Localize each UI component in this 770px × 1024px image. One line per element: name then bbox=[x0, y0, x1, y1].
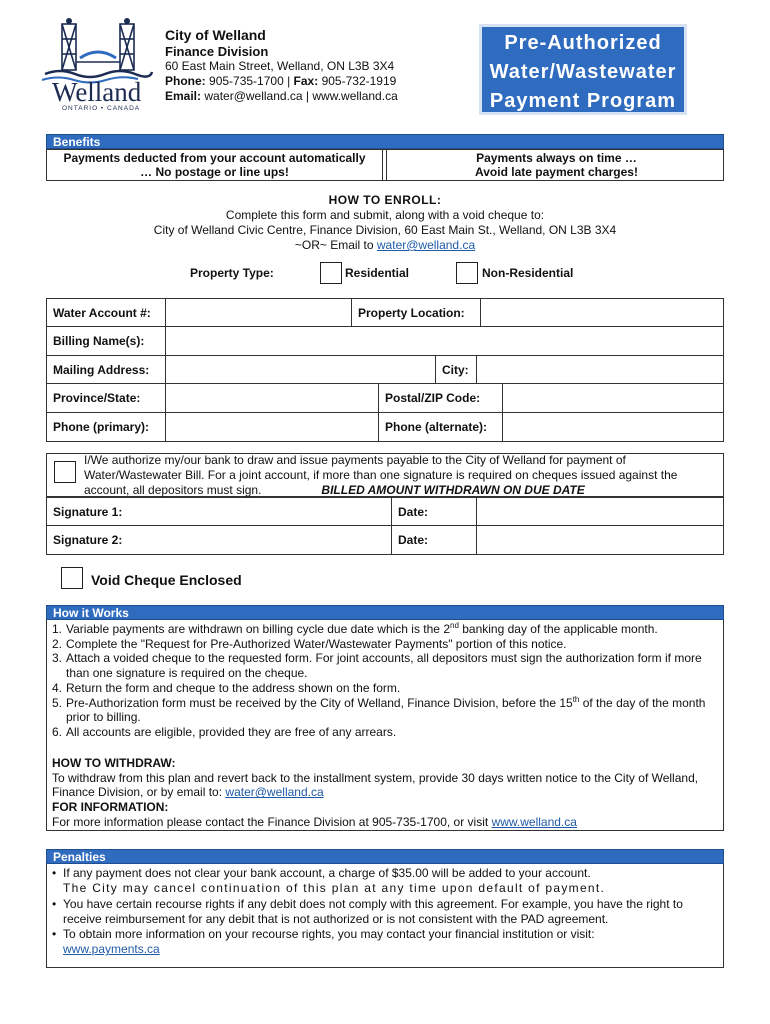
mailing-address-label: Mailing Address: bbox=[46, 355, 166, 384]
void-cheque-label: Void Cheque Enclosed bbox=[91, 572, 242, 588]
city-logo bbox=[40, 16, 155, 111]
city-label: City: bbox=[435, 355, 477, 384]
billing-names-label: Billing Name(s): bbox=[46, 326, 166, 356]
signature-2-label: Signature 2: bbox=[46, 525, 392, 555]
svg-text:ONTARIO • CANADA: ONTARIO • CANADA bbox=[62, 105, 141, 111]
bridge-logo-icon bbox=[40, 16, 155, 111]
void-cheque-checkbox[interactable] bbox=[61, 567, 83, 589]
list-item: • You have certain recourse rights if any debit does not comply with this agreement. For example, you have the right to receive reimbursement for any debit that is not authorized or is not consistent with the PAD agreement. bbox=[52, 896, 683, 926]
mailing-address-input[interactable] bbox=[165, 355, 436, 384]
property-location-input[interactable] bbox=[480, 298, 724, 327]
authorization-checkbox[interactable] bbox=[54, 461, 76, 483]
property-location-label: Property Location: bbox=[351, 298, 481, 327]
province-label: Province/State: bbox=[46, 383, 166, 413]
enroll-email-link[interactable]: water@welland.ca bbox=[376, 238, 476, 252]
non-residential-checkbox[interactable] bbox=[456, 262, 478, 284]
phone-line: Phone: 905-735-1700 | Fax: 905-732-1919 bbox=[165, 74, 397, 88]
billed-amount-note: BILLED AMOUNT WITHDRAWN ON DUE DATE bbox=[321, 483, 585, 497]
payments-link[interactable]: www.payments.ca bbox=[63, 942, 160, 957]
list-item: • If any payment does not clear your bank account, a charge of $35.00 will be added to your account. The City may cancel continuation of this plan at any time upon default of payment. bbox=[52, 866, 606, 896]
water-account-label: Water Account #: bbox=[46, 298, 166, 327]
list-item: • To obtain more information on your recourse rights, you may contact your financial institution or visit: www.payments.ca bbox=[52, 927, 595, 957]
address: 60 East Main Street, Welland, ON L3B 3X4 bbox=[165, 59, 395, 73]
province-input[interactable] bbox=[165, 383, 379, 413]
authorization-text: I/We authorize my/our bank to draw and issue payments payable to the City of Welland for payment of Water/Wastewater Bill. For a joint account, if more than one signature is required on cheques issued against the account, all depositors must sign. BILLED AMOUNT WITHDRAWN ON DUE DATE bbox=[84, 453, 678, 497]
list-item: 5. Pre-Authorization form must be received by the City of Welland, Finance Division, before the 15th of the day of the month prior to billing. bbox=[52, 694, 706, 725]
withdraw-heading: HOW TO WITHDRAW: bbox=[52, 756, 176, 770]
date-1-input[interactable] bbox=[476, 497, 724, 526]
city-input[interactable] bbox=[476, 355, 724, 384]
water-account-input[interactable] bbox=[165, 298, 352, 327]
phone-alternate-label: Phone (alternate): bbox=[378, 412, 503, 442]
penalties-heading: Penalties bbox=[46, 849, 724, 864]
list-item: 6. All accounts are eligible, provided they are free of any arrears. bbox=[52, 724, 397, 739]
date-1-label: Date: bbox=[391, 497, 477, 526]
benefit-left: Payments deducted from your account automatically … No postage or line ups! bbox=[47, 150, 383, 180]
billing-names-input[interactable] bbox=[165, 326, 724, 356]
info-heading: FOR INFORMATION: bbox=[52, 800, 169, 815]
program-title: Pre-Authorized Water/Wastewater Payment Program bbox=[479, 24, 687, 115]
division-name: Finance Division bbox=[165, 44, 269, 59]
how-it-works-heading: How it Works bbox=[46, 605, 724, 620]
email-line: Email: water@welland.ca | www.welland.ca bbox=[165, 89, 398, 103]
list-item: 4. Return the form and cheque to the address shown on the form. bbox=[52, 680, 401, 695]
contact-block bbox=[165, 27, 445, 104]
property-type-label: Property Type: bbox=[190, 266, 274, 280]
list-item: 1. Variable payments are withdrawn on billing cycle due date which is the 2nd banking day of the applicable month. bbox=[52, 621, 658, 636]
how-it-works-list bbox=[52, 622, 720, 740]
benefits-row bbox=[46, 149, 724, 181]
penalties-list bbox=[52, 866, 720, 958]
date-2-input[interactable] bbox=[476, 525, 724, 555]
non-residential-label: Non-Residential bbox=[482, 266, 574, 280]
withdraw-section: HOW TO WITHDRAW: To withdraw from this plan and revert back to the installment system, provide 30 days written notice to the City of Welland, Finance Division, or by email to: water@welland.ca FOR INFORMATION: For more information please contact the Finance Division at 905-735-1700, or visit www.welland.ca bbox=[52, 756, 720, 830]
benefits-heading: Benefits bbox=[46, 134, 724, 149]
enroll-heading: HOW TO ENROLL: bbox=[328, 193, 442, 207]
list-item: 2. Complete the "Request for Pre-Authorized Water/Wastewater Payments" portion of this notice. bbox=[52, 636, 567, 651]
residential-label: Residential bbox=[345, 266, 410, 280]
org-name: City of Welland bbox=[165, 27, 266, 43]
svg-text:Welland: Welland bbox=[52, 77, 142, 107]
list-item: 3. Attach a voided cheque to the requested form. For joint accounts, all depositors must sign the authorization form if more than one signature is required on the cheque. bbox=[52, 651, 702, 681]
phone-primary-input[interactable] bbox=[165, 412, 379, 442]
postal-code-label: Postal/ZIP Code: bbox=[378, 383, 503, 413]
signature-1-label: Signature 1: bbox=[46, 497, 392, 526]
enroll-section: HOW TO ENROLL: Complete this form and submit, along with a void cheque to: City of Welland Civic Centre, Finance Division, 60 East Main St., Welland, ON L3B 3X4 ~OR~ Email to water@welland.ca bbox=[46, 193, 724, 253]
date-2-label: Date: bbox=[391, 525, 477, 555]
website-link[interactable]: www.welland.ca bbox=[491, 814, 577, 829]
withdraw-email-link[interactable]: water@welland.ca bbox=[225, 785, 324, 800]
benefit-right: Payments always on time … Avoid late payment charges! bbox=[386, 150, 726, 180]
phone-primary-label: Phone (primary): bbox=[46, 412, 166, 442]
residential-checkbox[interactable] bbox=[320, 262, 342, 284]
phone-alternate-input[interactable] bbox=[502, 412, 724, 442]
postal-code-input[interactable] bbox=[502, 383, 724, 413]
